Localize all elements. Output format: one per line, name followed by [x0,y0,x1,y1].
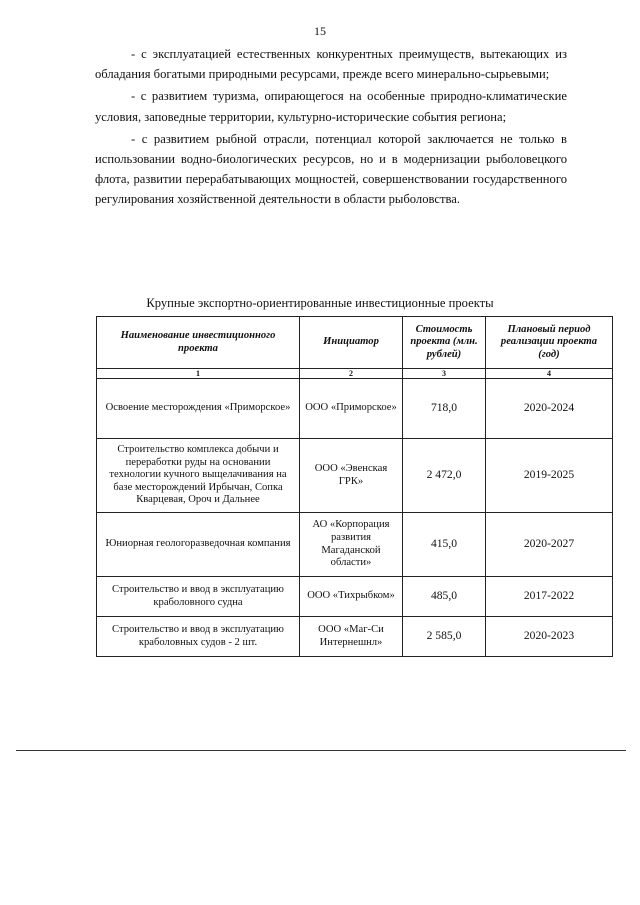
initiator-cell: ООО «Приморское» [300,379,403,439]
initiator-cell: АО «Корпорация развития Магаданской области» [300,513,403,577]
header-initiator: Инициатор [300,317,403,369]
column-number: 3 [403,369,486,379]
cost-cell: 415,0 [403,513,486,577]
period-cell: 2020-2027 [486,513,613,577]
period-cell: 2020-2024 [486,379,613,439]
project-name-cell: Строительство комплекса добычи и переработки руды на основании технологии кучного выщелачивания на базе месторождений Ирбычан, Сопка Кварцевая, Ороч и Дальнее [97,439,300,513]
footer-divider [16,750,626,751]
project-name-cell: Освоение месторождения «Приморское» [97,379,300,439]
header-cost: Стоимость проекта (млн. рублей) [403,317,486,369]
table-row [97,617,613,657]
initiator-cell: ООО «Эвенская ГРК» [300,439,403,513]
table-row [97,577,613,617]
initiator-cell: ООО «Тихрыбком» [300,577,403,617]
table-row [97,439,613,513]
period-cell: 2020-2023 [486,617,613,657]
header-project-name: Наименование инвестиционного проекта [97,317,300,369]
table-row [97,379,613,439]
column-number: 2 [300,369,403,379]
project-name-cell: Строительство и ввод в эксплуатацию краболовного судна [97,577,300,617]
table-header-row [97,317,613,369]
paragraph-fishery: - с развитием рыбной отрасли, потенциал которой заключается не только в использовании водно-биологических ресурсов, но и в модернизации рыболовецкого флота, развитии перерабатывающих мощностей, совершенствовании государственного регулирования хозяйственной деятельности в области рыболовства. [95,131,567,207]
column-number: 1 [97,369,300,379]
column-number: 4 [486,369,613,379]
cost-cell: 2 585,0 [403,617,486,657]
paragraph-tourism: - с развитием туризма, опирающегося на особенные природно-климатические условия, заповедные территории, культурно-исторические события региона; [95,89,567,124]
column-number-row [97,369,613,379]
projects-table [96,316,613,657]
cost-cell: 2 472,0 [403,439,486,513]
period-cell: 2019-2025 [486,439,613,513]
header-period: Плановый период реализации проекта (год) [486,317,613,369]
paragraph-mineral-resources: - с эксплуатацией естественных конкурентных преимуществ, вытекающих из обладания богатыми природными ресурсами, прежде всего минерально-сырьевыми; [95,47,567,82]
table-row [97,513,613,577]
cost-cell: 718,0 [403,379,486,439]
project-name-cell: Строительство и ввод в эксплуатацию краболовных судов - 2 шт. [97,617,300,657]
body-text [95,44,567,212]
cost-cell: 485,0 [403,577,486,617]
period-cell: 2017-2022 [486,577,613,617]
table-caption: Крупные экспортно-ориентированные инвестиционные проекты [146,296,494,310]
page-number: 15 [314,24,326,38]
initiator-cell: ООО «Маг-Си Интернешнл» [300,617,403,657]
project-name-cell: Юниорная геологоразведочная компания [97,513,300,577]
